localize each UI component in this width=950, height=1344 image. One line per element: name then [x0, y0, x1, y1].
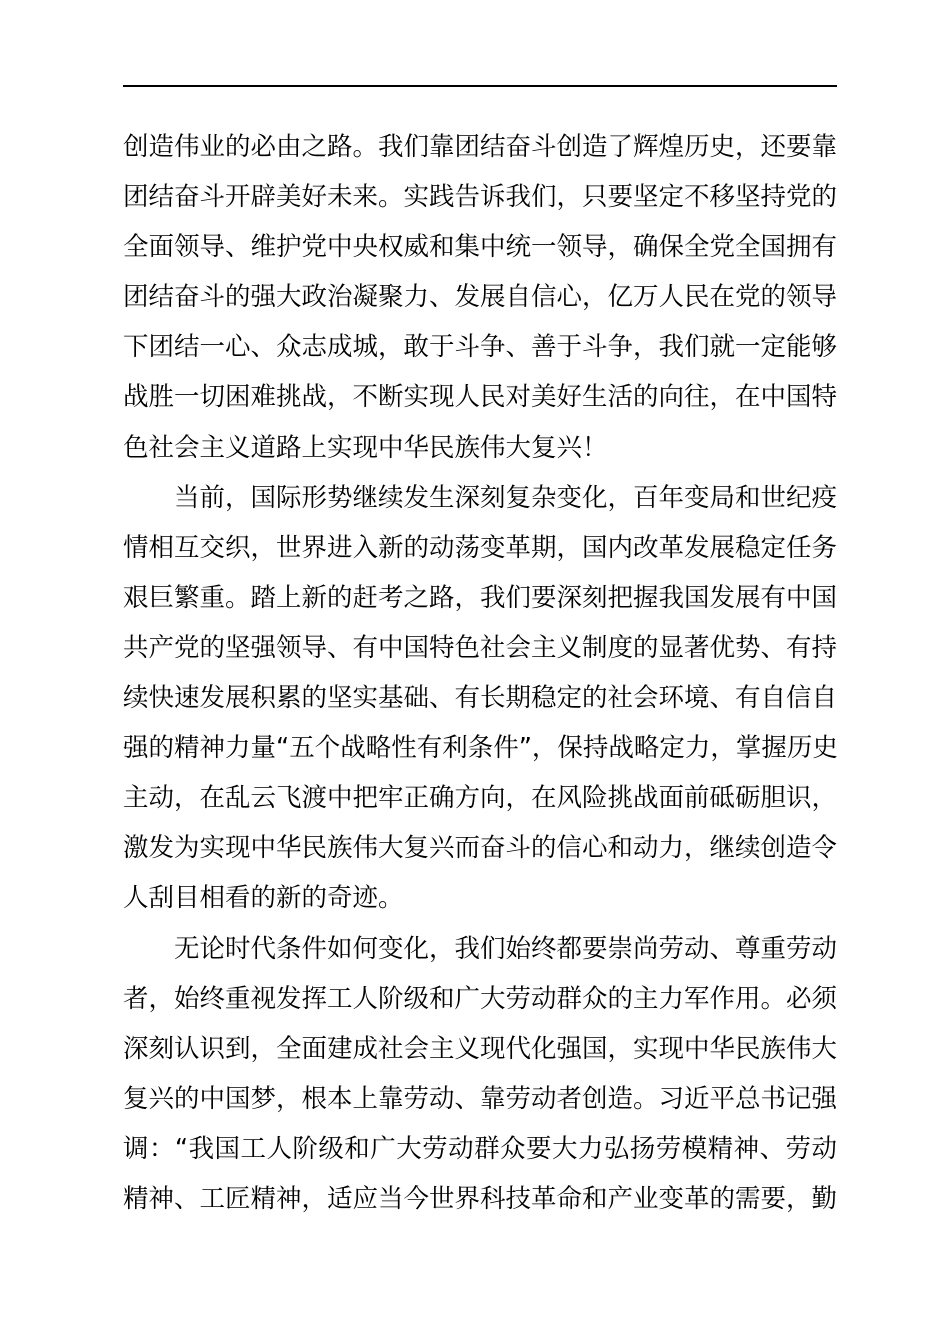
- text-line: 当前，国际形势继续发生深刻复杂变化，百年变局和世纪疫: [174, 482, 838, 513]
- text-line: 创造伟业的必由之路。我们靠团结奋斗创造了辉煌历史，还要靠: [123, 132, 838, 162]
- text-line: 团结奋斗的强大政治凝聚力、发展自信心，亿万人民在党的领导: [123, 282, 838, 313]
- paragraph-2: [123, 473, 837, 924]
- text-line: 情相互交织，世界进入新的动荡变革期，国内改革发展稳定任务: [123, 532, 838, 563]
- paragraph-3: [123, 924, 837, 1225]
- header-rule: [123, 85, 837, 87]
- text-line: 复兴的中国梦，根本上靠劳动、靠劳动者创造。习近平总书记强: [123, 1083, 838, 1114]
- text-line: 战胜一切困难挑战，不断实现人民对美好生活的向往，在中国特: [123, 382, 838, 413]
- text-line: 主动，在乱云飞渡中把牢正确方向，在风险挑战面前砥砺胆识，: [123, 783, 838, 814]
- body-text: [123, 122, 837, 1224]
- text-line: 团结奋斗开辟美好未来。实践告诉我们，只要坚定不移坚持党的: [123, 182, 838, 213]
- text-line: 共产党的坚强领导、有中国特色社会主义制度的显著优势、有持: [123, 632, 838, 663]
- text-line: 强的精神力量“五个战略性有利条件”，保持战略定力，掌握历史: [123, 733, 838, 764]
- text-line: 深刻认识到，全面建成社会主义现代化强国，实现中华民族伟大: [123, 1033, 838, 1064]
- paragraph-1: [123, 122, 837, 473]
- text-line: 者，始终重视发挥工人阶级和广大劳动群众的主力军作用。必须: [123, 983, 838, 1014]
- text-line: 精神、工匠精神，适应当今世界科技革命和产业变革的需要，勤: [123, 1183, 838, 1214]
- text-line: 无论时代条件如何变化，我们始终都要崇尚劳动、尊重劳动: [174, 933, 838, 964]
- text-line: 续快速发展积累的坚实基础、有长期稳定的社会环境、有自信自: [123, 683, 838, 714]
- text-line: 全面领导、维护党中央权威和集中统一领导，确保全党全国拥有: [123, 232, 838, 263]
- text-line: 人刮目相看的新的奇迹。: [123, 883, 404, 914]
- text-line: 色社会主义道路上实现中华民族伟大复兴！: [123, 432, 608, 463]
- text-line: 艰巨繁重。踏上新的赶考之路，我们要深刻把握我国发展有中国: [123, 582, 838, 613]
- text-line: 调：“我国工人阶级和广大劳动群众要大力弘扬劳模精神、劳动: [123, 1133, 837, 1164]
- text-line: 激发为实现中华民族伟大复兴而奋斗的信心和动力，继续创造令: [123, 833, 838, 864]
- text-line: 下团结一心、众志成城，敢于斗争、善于斗争，我们就一定能够: [123, 332, 838, 363]
